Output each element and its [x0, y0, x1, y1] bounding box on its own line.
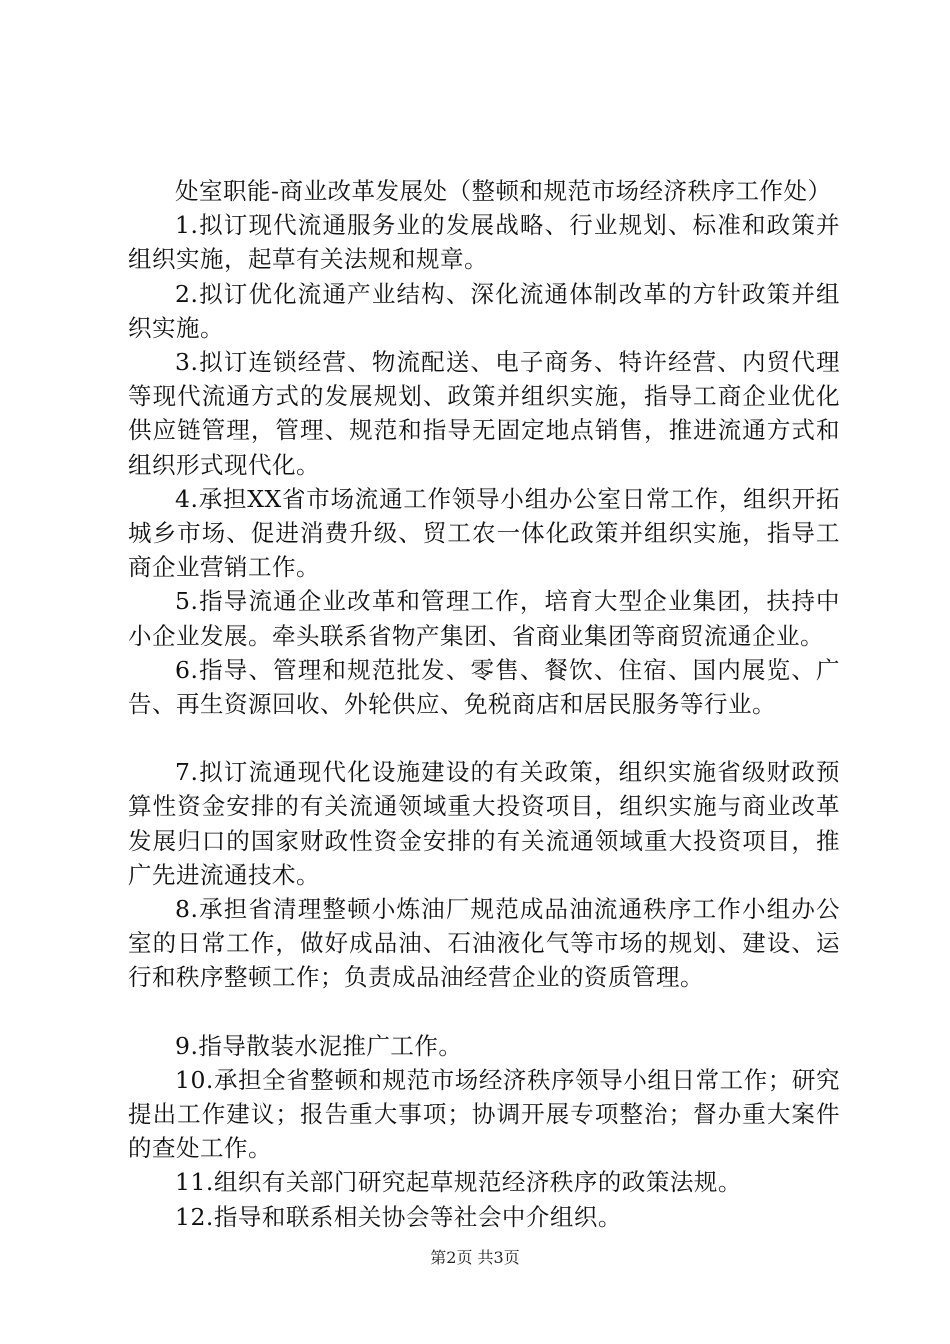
paragraph-item-6: 6.指导、管理和规范批发、零售、餐饮、住宿、国内展览、广告、再生资源回收、外轮供应、免税商店和居民服务等行业。: [128, 655, 840, 719]
paragraph-item-3: 3.拟订连锁经营、物流配送、电子商务、特许经营、内贸代理等现代流通方式的发展规划、政策并组织实施，指导工商企业优化供应链管理，管理、规范和指导无固定地点销售，推进流通方式和组织形式现代化。: [128, 348, 840, 479]
paragraph-item-1: 1.拟订现代流通服务业的发展战略、行业规划、标准和政策并组织实施，起草有关法规和规章。: [128, 211, 840, 274]
paragraph-item-9: 9.指导散装水泥推广工作。: [175, 1031, 463, 1060]
paragraph-item-8: 8.承担省清理整顿小炼油厂规范成品油流通秩序工作小组办公室的日常工作，做好成品油、石油液化气等市场的规划、建设、运行和秩序整顿工作；负责成品油经营企业的资质管理。: [128, 895, 840, 992]
paragraph-item-4: 4.承担XX省市场流通工作领导小组办公室日常工作，组织开拓城乡市场、促进消费升级、贸工农一体化政策并组织实施，指导工商企业营销工作。: [128, 484, 840, 582]
page-footer: 第2页 共3页: [430, 1248, 520, 1267]
paragraph-item-2: 2.拟订优化流通产业结构、深化流通体制改革的方针政策并组织实施。: [128, 279, 840, 342]
paragraph-item-12: 12.指导和联系相关协会等社会中介组织。: [175, 1202, 622, 1231]
paragraph-item-7: 7.拟订流通现代化设施建设的有关政策，组织实施省级财政预算性资金安排的有关流通领域重大投资项目，组织实施与商业改革发展归口的国家财政性资金安排的有关流通领域重大投资项目，推广先进流通技术。: [128, 758, 840, 889]
paragraph-item-11: 11.组织有关部门研究起草规范经济秩序的政策法规。: [175, 1168, 742, 1197]
document-body: [128, 174, 840, 1234]
document-heading: 处室职能-商业改革发展处（整顿和规范市场经济秩序工作处）: [175, 177, 832, 205]
paragraph-item-10: 10.承担全省整顿和规范市场经济秩序领导小组日常工作；研究提出工作建议；报告重大事项；协调开展专项整治；督办重大案件的查处工作。: [128, 1065, 840, 1163]
paragraph-item-5: 5.指导流通企业改革和管理工作，培育大型企业集团，扶持中小企业发展。牵头联系省物产集团、省商业集团等商贸流通企业。: [128, 587, 840, 650]
